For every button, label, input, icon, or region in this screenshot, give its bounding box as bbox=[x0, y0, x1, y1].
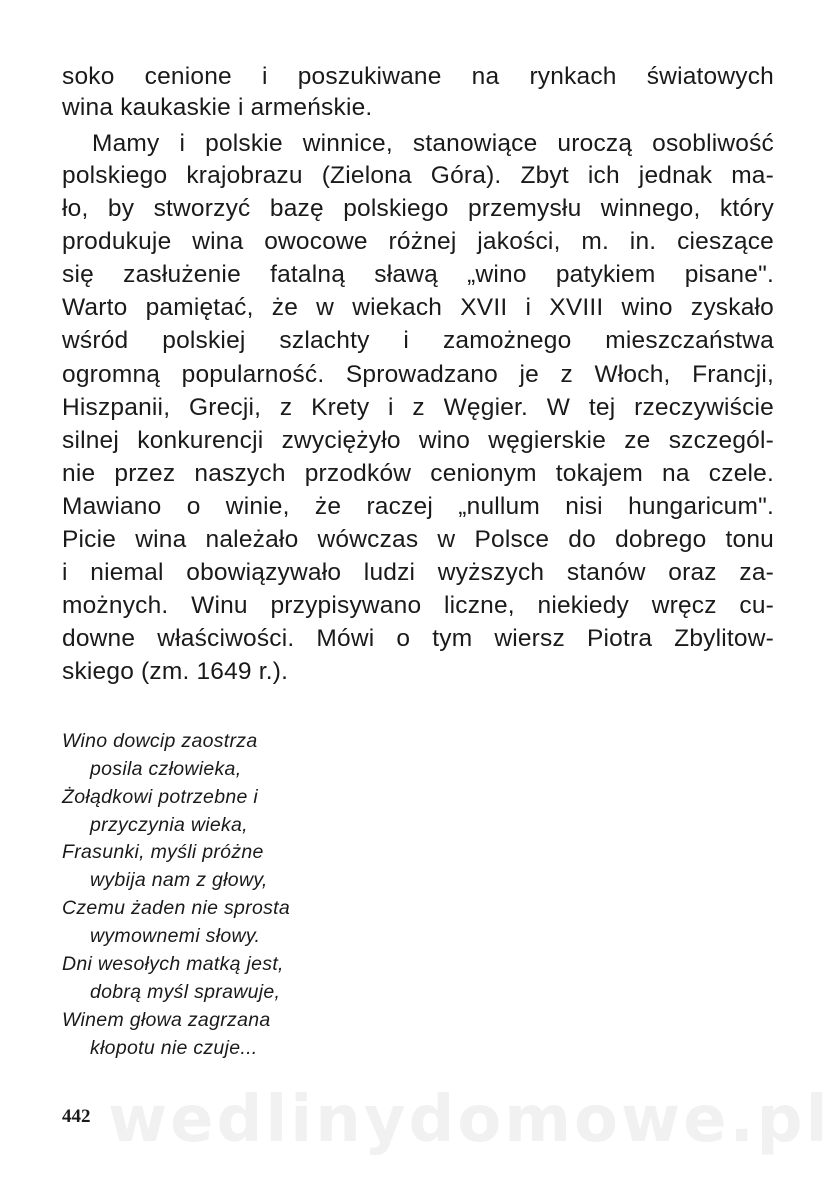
text-line: silnej konkurencji zwyciężyło wino węgierskie ze szczegól- bbox=[62, 427, 774, 454]
text-line: downe właściwości. Mówi o tym wiersz Piotra Zbylitow- bbox=[62, 625, 774, 652]
text-line: się zasłużenie fatalną sławą „wino patykiem pisane". bbox=[62, 261, 774, 288]
text-line: Hiszpanii, Grecji, z Krety i z Węgier. W tej rzeczywiście bbox=[62, 394, 774, 421]
text-line: wina kaukaskie i armeńskie. bbox=[62, 94, 373, 121]
text-line: Mamy i polskie winnice, stanowiące uroczą osobliwość bbox=[92, 130, 774, 157]
verse-line: posila człowieka, bbox=[90, 758, 242, 780]
text-line: i niemal obowiązywało ludzi wyższych stanów oraz za- bbox=[62, 559, 774, 586]
page-number: 442 bbox=[62, 1106, 91, 1127]
text-line: Mawiano o winie, że raczej „nullum nisi hungaricum". bbox=[62, 493, 774, 520]
text-line: nie przez naszych przodków cenionym tokajem na czele. bbox=[62, 460, 774, 487]
text-line: Warto pamiętać, że w wiekach XVII i XVIII wino zyskało bbox=[62, 294, 774, 321]
text-line: skiego (zm. 1649 r.). bbox=[62, 658, 289, 685]
text-line: ło, by stworzyć bazę polskiego przemysłu winnego, który bbox=[62, 195, 774, 222]
verse-line: Wino dowcip zaostrza bbox=[62, 730, 258, 752]
text-line: ogromną popularność. Sprowadzano je z Włoch, Francji, bbox=[62, 361, 774, 388]
text-line: Picie wina należało wówczas w Polsce do dobrego tonu bbox=[62, 526, 774, 553]
verse-line: Czemu żaden nie sprosta bbox=[62, 897, 291, 919]
text-line: soko cenione i poszukiwane na rynkach światowych bbox=[62, 63, 774, 90]
verse-line: przyczynia wieka, bbox=[90, 814, 248, 836]
verse-line: kłopotu nie czuje... bbox=[90, 1037, 258, 1059]
verse-line: Frasunki, myśli próżne bbox=[62, 841, 264, 863]
verse-line: Dni wesołych matką jest, bbox=[62, 953, 284, 975]
text-line: możnych. Winu przypisywano liczne, niekiedy wręcz cu- bbox=[62, 592, 774, 619]
verse-line: Żołądkowi potrzebne i bbox=[62, 786, 258, 808]
watermark: wedlinydomowe.pl bbox=[108, 1083, 831, 1157]
verse-line: Winem głowa zagrzana bbox=[62, 1009, 271, 1031]
text-line: wśród polskiej szlachty i zamożnego mieszczaństwa bbox=[62, 327, 774, 354]
verse-line: wybija nam z głowy, bbox=[90, 869, 268, 891]
text-line: produkuje wina owocowe różnej jakości, m. in. cieszące bbox=[62, 228, 774, 255]
verse-line: wymownemi słowy. bbox=[90, 925, 261, 947]
text-line: polskiego krajobrazu (Zielona Góra). Zbyt ich jednak ma- bbox=[62, 162, 774, 189]
verse-line: dobrą myśl sprawuje, bbox=[90, 981, 281, 1003]
